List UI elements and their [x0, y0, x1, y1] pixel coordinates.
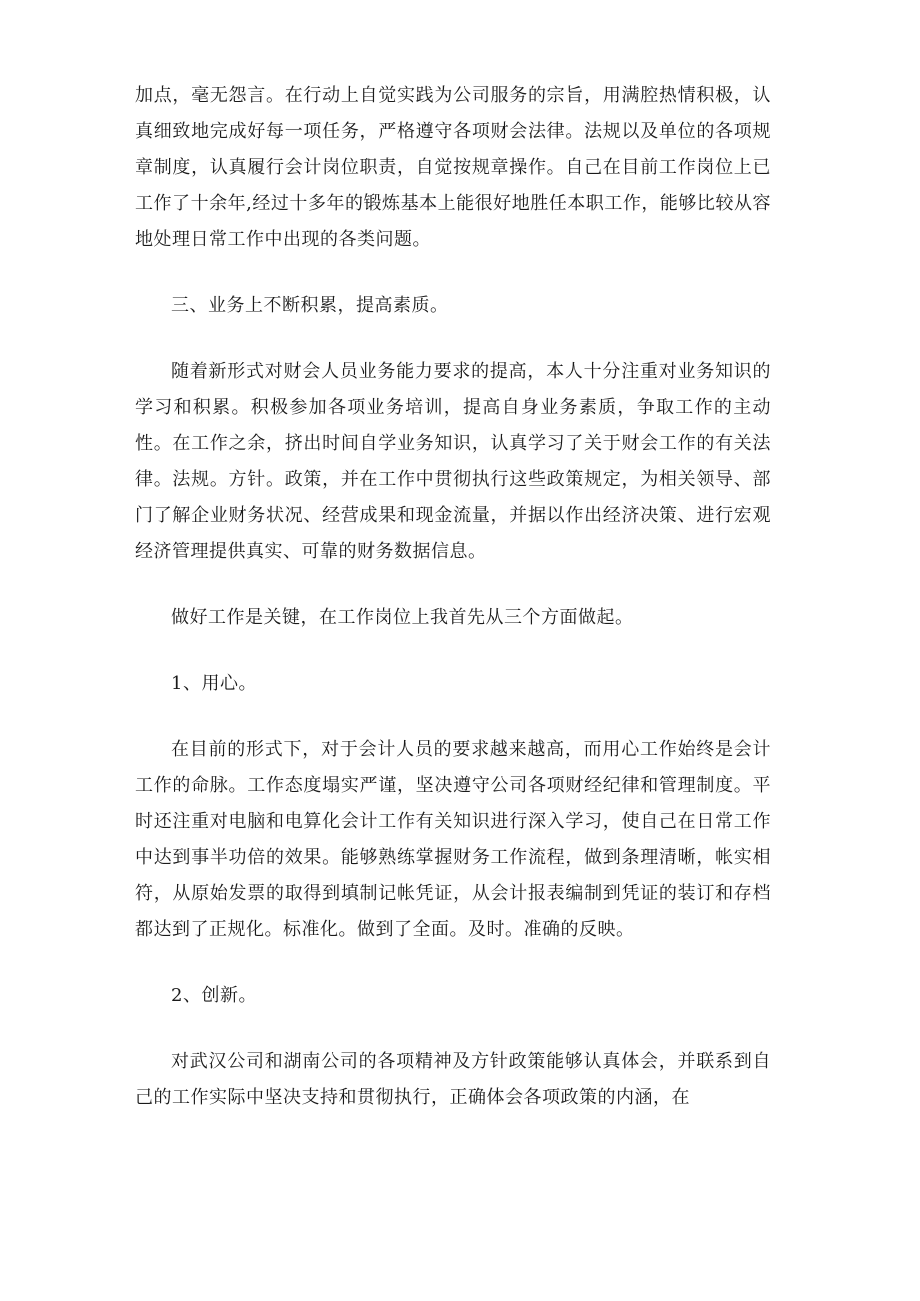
- paragraph-continuation: 加点，毫无怨言。在行动上自觉实践为公司服务的宗旨，用满腔热情积极，认真细致地完成好每一项任务，严格遵守各项财会法律。法规以及单位的各项规章制度，认真履行会计岗位职责，自觉按规章操作。自己在目前工作岗位上已工作了十余年,经过十多年的锻炼基本上能很好地胜任本职工作，能够比较从容地处理日常工作中出现的各类问题。: [135, 85, 771, 250]
- document-page: [135, 78, 771, 1116]
- paragraph-attentive: 在目前的形式下，对于会计人员的要求越来越高，而用心工作始终是会计工作的命脉。工作态度塌实严谨，坚决遵守公司各项财经纪律和管理制度。平时还注重对电脑和电算化会计工作有关知识进行深入学习，使自己在日常工作中达到事半功倍的效果。能够熟练掌握财务工作流程，做到条理清晰，帐实相符，从原始发票的取得到填制记帐凭证，从会计报表编制到凭证的装订和存档都达到了正规化。标准化。做到了全面。及时。准确的反映。: [135, 739, 771, 940]
- subheading-1: 1、用心。: [171, 673, 257, 694]
- paragraph-innovation: 对武汉公司和湖南公司的各项精神及方针政策能够认真体会，并联系到自己的工作实际中坚决支持和贯彻执行，正确体会各项政策的内涵，在: [135, 1051, 771, 1108]
- section-heading-3: 三、业务上不断积累，提高素质。: [171, 295, 449, 316]
- paragraph-work-key: 做好工作是关键，在工作岗位上我首先从三个方面做起。: [171, 607, 634, 628]
- paragraph-business-learning: 随着新形式对财会人员业务能力要求的提高，本人十分注重对业务知识的学习和积累。积极参加各项业务培训，提高自身业务素质，争取工作的主动性。在工作之余，挤出时间自学业务知识，认真学习了关于财会工作的有关法律。法规。方针。政策，并在工作中贯彻执行这些政策规定，为相关领导、部门了解企业财务状况、经营成果和现金流量，并据以作出经济决策、进行宏观经济管理提供真实、可靠的财务数据信息。: [135, 361, 771, 562]
- subheading-2: 2、创新。: [171, 985, 257, 1006]
